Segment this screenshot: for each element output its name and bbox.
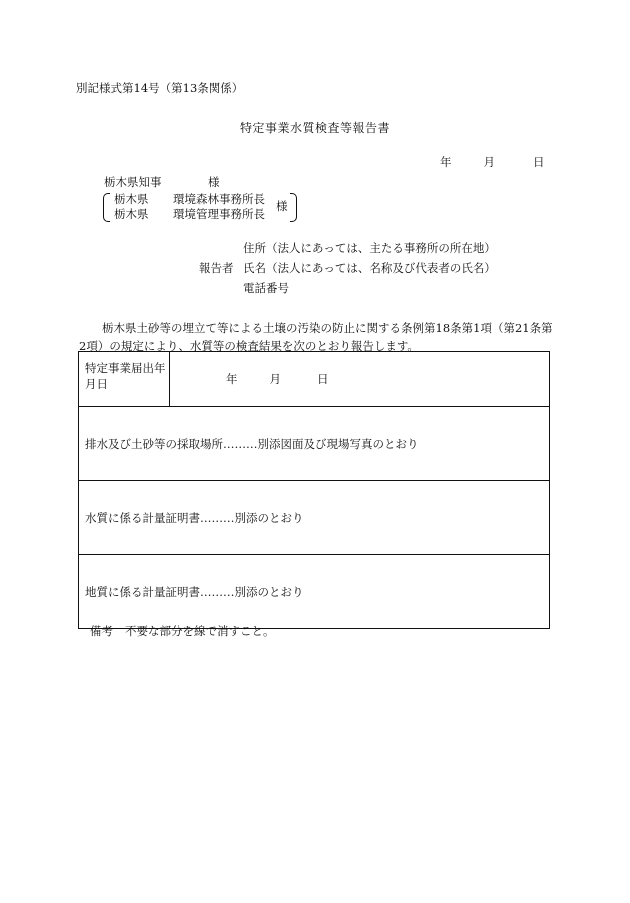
reporter-address: 住所（法人にあっては、主たる事務所の所在地） (243, 241, 496, 255)
report-date (440, 157, 545, 169)
body-paragraph: 栃木県土砂等の埋立て等による土壌の汚染の防止に関する条例第18条第1項（第21条第2項）の規定により、水質等の検査結果を次のとおり報告します。 (79, 321, 553, 353)
addressee-honorific-2: 様 (276, 199, 288, 213)
table-row (79, 555, 550, 629)
addressee-pref-1: 栃木県 (114, 192, 149, 206)
table-row (79, 481, 550, 555)
right-bracket (290, 193, 297, 222)
reporter-phone: 電話番号 (243, 281, 289, 295)
reporter-name: 氏名（法人にあっては、名称及び代表者の氏名） (243, 261, 496, 275)
month-label: 月 (483, 155, 495, 169)
document-title: 特定事業水質検査等報告書 (239, 121, 390, 135)
table-row (79, 352, 550, 407)
reporter-label: 報告者 (199, 261, 234, 275)
day-label: 日 (317, 372, 329, 386)
water-quality-certificate-cell: 水質に係る計量証明書………別添のとおり (79, 481, 550, 555)
addressee-office-1: 環境森林事務所長 (173, 192, 265, 206)
notification-date-label: 特定事業届出年月日 (79, 352, 170, 407)
year-label: 年 (226, 372, 238, 386)
table-row (79, 407, 550, 481)
report-table (78, 351, 550, 629)
sampling-location-cell: 排水及び土砂等の採取場所………別添図面及び現場写真のとおり (79, 407, 550, 481)
year-label: 年 (440, 155, 452, 169)
remarks (90, 626, 275, 638)
addressee-pref-2: 栃木県 (114, 207, 149, 221)
notification-date-value (170, 352, 550, 407)
addressee-office-2: 環境管理事務所長 (173, 207, 265, 221)
left-bracket (103, 193, 110, 222)
month-label: 月 (269, 372, 281, 386)
addressee-governor: 栃木県知事 (104, 175, 162, 189)
form-number: 別記様式第14号（第13条関係） (76, 81, 244, 95)
day-label: 日 (533, 155, 545, 169)
addressee-honorific: 様 (208, 175, 220, 189)
soil-quality-certificate-cell: 地質に係る計量証明書………別添のとおり (79, 555, 550, 629)
remarks-text: 不要な部分を線で消すこと。 (125, 624, 275, 638)
remarks-label: 備考 (90, 624, 113, 638)
